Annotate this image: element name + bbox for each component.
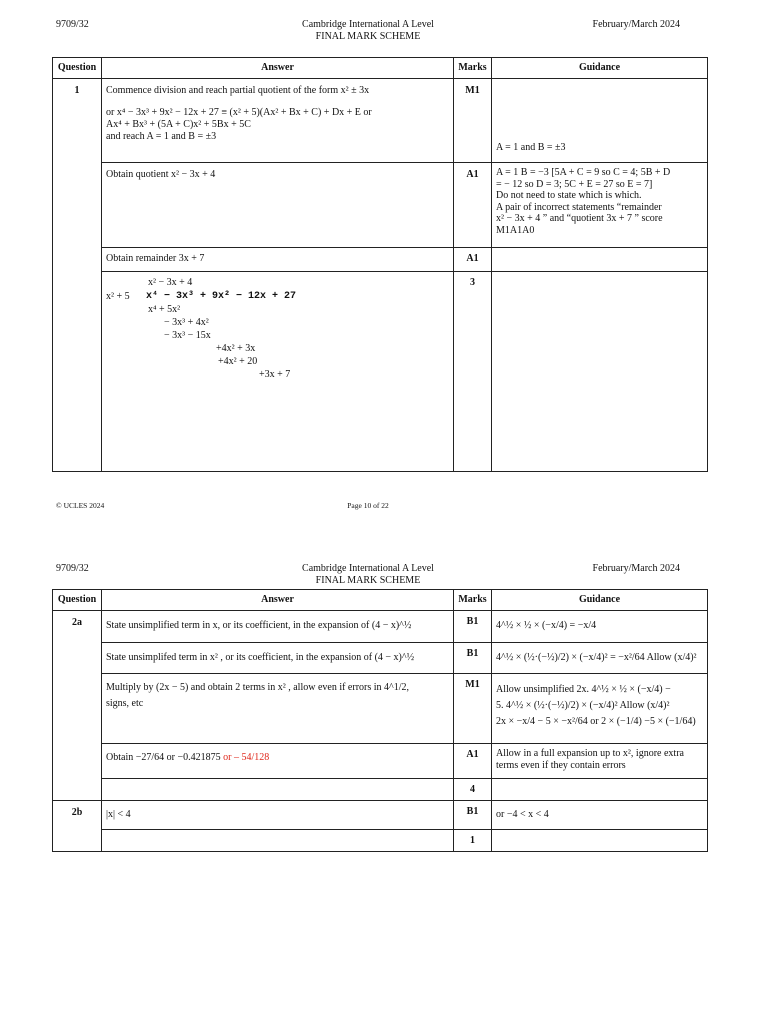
mark-total: 4	[454, 779, 492, 801]
table-row	[53, 272, 708, 472]
guidance-cell: 4^½ × (½·(−½)/2) × (−x/4)² = −x²/64 Allow (x/4)²	[492, 643, 708, 674]
guidance-text: Do not need to state which is which.	[496, 190, 642, 201]
answer-cell: Obtain quotient x² − 3x + 4	[102, 163, 454, 248]
table-header-row	[53, 590, 708, 611]
qualification-title: Cambridge International A Level	[302, 563, 434, 574]
session-date: February/March 2024	[592, 19, 680, 30]
answer-alternative-red: or – 54/128	[220, 752, 270, 763]
answer-cell	[102, 79, 454, 163]
qualification-title: Cambridge International A Level	[302, 19, 434, 30]
page-header	[56, 19, 680, 49]
mark-total: 1	[454, 830, 492, 852]
header-answer: Answer	[102, 590, 454, 611]
question-number: 1	[53, 79, 102, 472]
guidance-cell	[492, 248, 708, 272]
guidance-text: x² − 3x + 4 ” and “quotient 3x + 7 ” score	[496, 213, 663, 224]
header-title	[56, 19, 680, 43]
mark-cell: A1	[454, 163, 492, 248]
guidance-cell: or −4 < x < 4	[492, 801, 708, 830]
copyright: © UCLES 2024	[56, 501, 105, 510]
division-dividend: x⁴ − 3x³ + 9x² − 12x + 27	[146, 291, 297, 302]
answer-text: Multiply by (2x − 5) and obtain 2 terms in x² , allow even if errors in 4^1/2,	[106, 682, 410, 693]
answer-text: signs, etc	[106, 698, 144, 709]
mark-total: 3	[454, 272, 492, 472]
session-date: February/March 2024	[592, 563, 680, 574]
question-number: 2b	[53, 801, 102, 852]
header-title	[56, 563, 680, 587]
guidance-cell	[492, 830, 708, 852]
answer-cell	[102, 779, 454, 801]
header-answer: Answer	[102, 58, 454, 79]
answer-cell: State unsimplified term in x, or its coefficient, in the expansion of (4 − x)^½	[102, 611, 454, 643]
guidance-text: M1A1A0	[496, 224, 535, 236]
guidance-cell	[492, 744, 708, 779]
division-line: − 3x³ − 15x	[164, 330, 211, 341]
table-row	[53, 830, 708, 852]
header-marks: Marks	[454, 58, 492, 79]
header-guidance: Guidance	[492, 58, 708, 79]
guidance-text: 5. 4^½ × (½·(−½)/2) × (−x/4)² Allow (x/4)²	[496, 700, 670, 711]
table-row	[53, 643, 708, 674]
question-number: 2a	[53, 611, 102, 801]
division-line: +4x² + 3x	[216, 343, 256, 354]
guidance-cell: A = 1 and B = ±3	[492, 79, 708, 163]
page-number: Page 10 of 22	[347, 501, 389, 510]
header-marks: Marks	[454, 590, 492, 611]
table-row	[53, 744, 708, 779]
table-row	[53, 79, 708, 163]
answer-cell	[102, 830, 454, 852]
division-line: x⁴ + 5x²	[148, 304, 181, 315]
guidance-cell	[492, 779, 708, 801]
header-question: Question	[53, 58, 102, 79]
answer-text: Obtain −27/64 or −0.421875	[106, 752, 221, 763]
mark-cell: M1	[454, 674, 492, 744]
table-header-row	[53, 58, 708, 79]
guidance-cell	[492, 163, 708, 248]
guidance-cell: 4^½ × ½ × (−x/4) = −x/4	[492, 611, 708, 643]
answer-text: or x⁴ − 3x³ + 9x² − 12x + 27 ≡ (x² + 5)(Ax² + Bx + C) + Dx + E or	[106, 107, 372, 118]
table-row	[53, 248, 708, 272]
division-line: +4x² + 20	[218, 356, 258, 367]
division-divisor: x² + 5	[106, 291, 130, 302]
division-line: − 3x³ + 4x²	[164, 317, 209, 328]
mark-cell: B1	[454, 611, 492, 643]
answer-cell: Obtain remainder 3x + 7	[102, 248, 454, 272]
mark-scheme-table-q1	[52, 57, 708, 472]
answer-cell: State unsimplifed term in x² , or its coefficient, in the expansion of (4 − x)^½	[102, 643, 454, 674]
mark-scheme-table-q2	[52, 589, 708, 852]
scheme-title: FINAL MARK SCHEME	[315, 31, 421, 42]
mark-cell: A1	[454, 744, 492, 779]
answer-cell	[102, 674, 454, 744]
guidance-text: = − 12 so D = 3; 5C + E = 27 so E = 7]	[496, 178, 653, 190]
mark-cell: B1	[454, 801, 492, 830]
header-guidance: Guidance	[492, 590, 708, 611]
guidance-cell	[492, 674, 708, 744]
long-division-cell	[102, 272, 454, 472]
mark-cell: A1	[454, 248, 492, 272]
guidance-text: terms even if they contain errors	[496, 760, 626, 771]
table-row	[53, 163, 708, 248]
answer-text: and reach A = 1 and B = ±3	[106, 131, 217, 142]
mark-cell: B1	[454, 643, 492, 674]
guidance-text: A = 1 B = −3 [5A + C = 9 so C = 4; 5B + D	[496, 167, 671, 178]
division-quotient: x² − 3x + 4	[148, 277, 193, 288]
table-row	[53, 611, 708, 643]
guidance-text: A pair of incorrect statements “remainder	[496, 201, 662, 213]
syllabus-code: 9709/32	[56, 563, 89, 574]
answer-text: Ax⁴ + Bx³ + (5A + C)x² + 5Bx + 5C	[106, 119, 251, 130]
header-question: Question	[53, 590, 102, 611]
table-row	[53, 779, 708, 801]
guidance-text: 2x × −x/4 − 5 × −x²/64 or 2 × (−1/4) −5 × (−1/64)	[496, 716, 696, 727]
answer-text: Commence division and reach partial quotient of the form x² ± 3x	[106, 85, 370, 96]
table-row	[53, 674, 708, 744]
mark-cell: M1	[454, 79, 492, 163]
guidance-text: Allow in a full expansion up to x², ignore extra	[496, 748, 684, 759]
long-division	[106, 275, 449, 465]
answer-cell: |x| < 4	[102, 801, 454, 830]
answer-cell	[102, 744, 454, 779]
guidance-text: Allow unsimplified 2x. 4^½ × ½ × (−x/4) −	[496, 684, 671, 695]
division-line: +3x + 7	[259, 369, 291, 380]
syllabus-code: 9709/32	[56, 19, 89, 30]
table-row	[53, 801, 708, 830]
guidance-cell	[492, 272, 708, 472]
scheme-title: FINAL MARK SCHEME	[315, 575, 421, 586]
